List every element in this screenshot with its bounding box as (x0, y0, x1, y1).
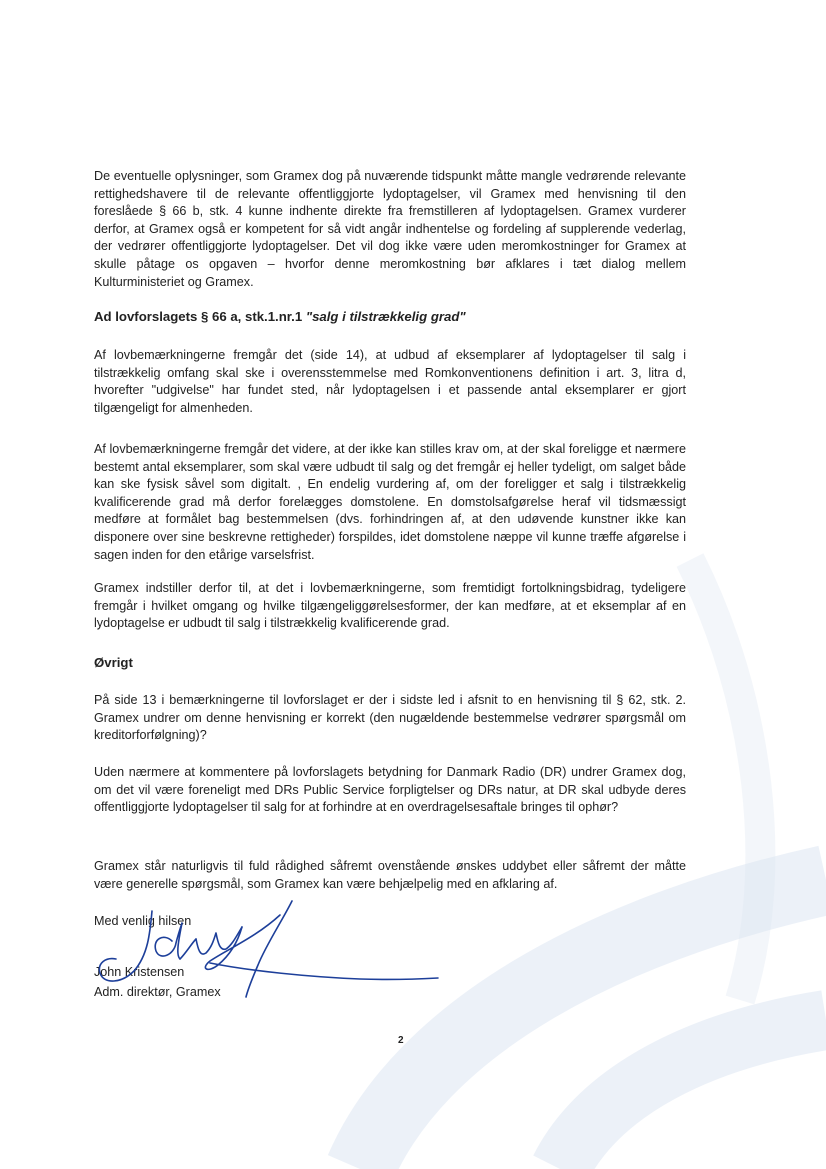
section-heading-ovrigt: Øvrigt (94, 655, 133, 670)
paragraph-udgivelse: Af lovbemærkningerne fremgår det (side 14), at udbud af eksemplarer af lydoptagelser til salg i tilstrækkelig omfang skal ske i overensstemmelse med Romkonventionens definition i art. 3, litra d, hvorefter "udgivelse" har fundet sted, når lydoptagelsen i et passende antal eksemplarer er gjort tilgængeligt for almenheden. (94, 348, 686, 415)
heading-italic: "salg i tilstrækkelig grad" (305, 309, 466, 324)
paragraph-eksemplarer: Af lovbemærkningerne fremgår det videre, at der ikke kan stilles krav om, at der skal foreligge et nærmere bestemt antal eksemplarer, som skal være udbudt til salg og det fremgår ej heller tydeligt, om salget både kan ske fysisk såvel som digitalt. , En endelig vurdering af, om der foreligger et salg i tilstrækkelig kvalificerende grad må derfor forelægges domstolene. En domstolsafgørelse heraf vil tidsmæssigt medføre at formålet bag bestemmelsen (dvs. forhindringen af, at den udøvende kunstner ikke kan disponere over sine beskrevne rettigheder) forspildes, idet domstolene næppe vil kunne træffe afgørelse i sagen inden for den etårige varselsfrist. (94, 442, 686, 562)
paragraph-dr: Uden nærmere at kommentere på lovforslagets betydning for Danmark Radio (DR) undrer Gramex dog, om det vil være foreneligt med DRs Public Service forpligtelser og DRs natur, at DR skal udbyde deres offentliggjorte lydoptagelser til salg for at forhindre at en overdragelsesaftale bringes til ophør? (94, 765, 686, 815)
signer-title: Adm. direktør, Gramex (94, 985, 221, 999)
paragraph-gramex-info: De eventuelle oplysninger, som Gramex dog på nuværende tidspunkt måtte mangle vedrørende relevante rettighedshavere til de relevante offentliggjorte lydoptagelser, vil Gramex med henvisning til den foreslåede § 66 b, stk. 4 kunne indhente direkte fra fremstilleren af lydoptagelsen. Gramex vurderer derfor, at Gramex også er kompetent for så vidt angår indhentelse og fordeling af supplerende vederlag, der vedrører offentliggjorte lydoptagelser. Det vil dog ikke være uden meromkostninger for Gramex at skulle påtage os opgaven – hvorfor denne meromkostning bør afklares i tæt dialog mellem Kulturministeriet og Gramex. (94, 169, 686, 289)
paragraph-indstilling: Gramex indstiller derfor til, at det i lovbemærkningerne, som fremtidigt fortolkningsbidrag, tydeligere fremgår i hvilket omgang og hvilke tilgængeliggørelsesformer, der kan medføre, at et eksemplar af en lydoptagelse er udbudt til salg i tilstrækkelig kvalificerende grad. (94, 581, 686, 631)
paragraph-side13: På side 13 i bemærkningerne til lovforslaget er der i sidste led i afsnit to en henvisning til § 62, stk. 2. Gramex undrer om denne henvisning er korrekt (den nugældende bestemmelse vedrører spørgsmål om kreditorforfølgning)? (94, 693, 686, 743)
paragraph-closing-offer: Gramex står naturligvis til fuld rådighed såfremt ovenstående ønskes uddybet eller såfremt der måtte være generelle spørgsmål, som Gramex kan være behjælpelig med en afklaring af. (94, 859, 686, 891)
heading-prefix: Ad lovforslagets § 66 a, stk.1.nr.1 (94, 309, 306, 324)
signer-name: John Kristensen (94, 965, 185, 979)
page-number: 2 (398, 1035, 404, 1046)
section-heading-66a (94, 309, 686, 324)
handwritten-signature (60, 893, 440, 1003)
closing-greeting: Med venlig hilsen (94, 914, 192, 928)
